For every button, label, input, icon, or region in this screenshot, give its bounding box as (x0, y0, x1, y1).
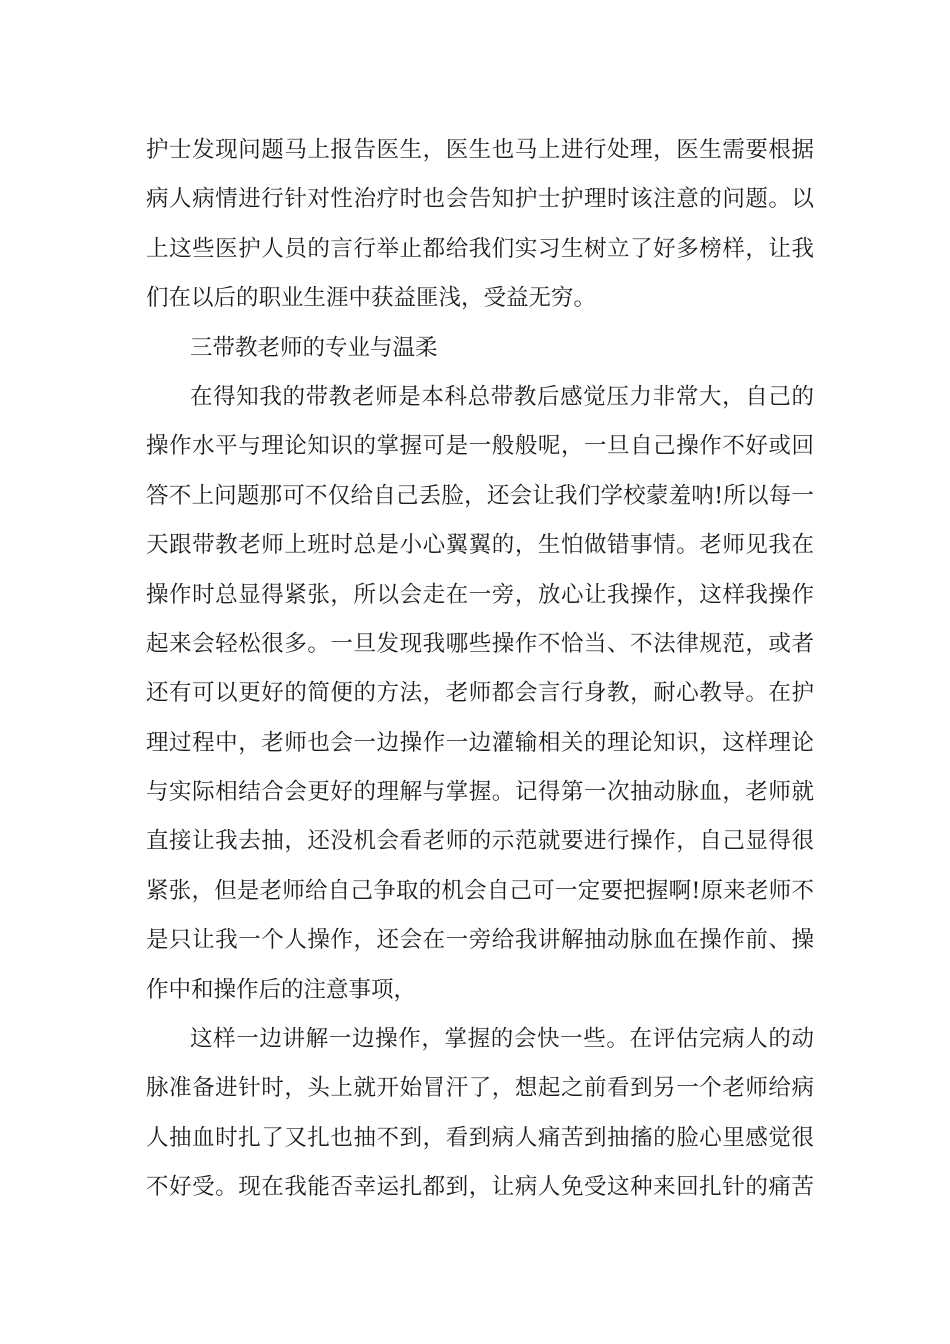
text-line: 作中和操作后的注意事项， (146, 976, 417, 1003)
text-line: 理过程中，老师也会一边操作一边灌输相关的理论知识，这样理论 (146, 729, 814, 756)
text-line: 病人病情进行针对性治疗时也会告知护士护理时该注意的问题。以 (146, 186, 814, 213)
text-line: 还有可以更好的简便的方法，老师都会言行身教，耐心教导。在护 (146, 680, 814, 707)
text-line: 操作水平与理论知识的掌握可是一般般呢，一旦自己操作不好或回 (146, 433, 814, 460)
text-line: 上这些医护人员的言行举止都给我们实习生树立了好多榜样，让我 (146, 235, 814, 262)
text-line: 紧张，但是老师给自己争取的机会自己可一定要把握啊!原来老师不 (146, 877, 814, 904)
text-line: 直接让我去抽，还没机会看老师的示范就要进行操作，自己显得很 (146, 828, 814, 855)
section-heading: 三带教老师的专业与温柔 (190, 334, 438, 361)
text-line: 不好受。现在我能否幸运扎都到，让病人免受这种来回扎针的痛苦 (146, 1174, 814, 1201)
text-line: 操作时总显得紧张，所以会走在一旁，放心让我操作，这样我操作 (146, 581, 814, 608)
text-line: 在得知我的带教老师是本科总带教后感觉压力非常大，自己的 (190, 383, 814, 410)
text-line: 人抽血时扎了又扎也抽不到，看到病人痛苦到抽搐的脸心里感觉很 (146, 1124, 814, 1151)
text-line: 脉准备进针时，头上就开始冒汗了，想起之前看到另一个老师给病 (146, 1075, 814, 1102)
text-line: 答不上问题那可不仅给自己丢脸，还会让我们学校蒙羞呐!所以每一 (146, 482, 814, 509)
body-text (146, 126, 814, 1213)
text-line: 这样一边讲解一边操作，掌握的会快一些。在评估完病人的动 (190, 1026, 814, 1053)
text-line: 们在以后的职业生涯中获益匪浅，受益无穷。 (146, 285, 597, 312)
text-line: 天跟带教老师上班时总是小心翼翼的，生怕做错事情。老师见我在 (146, 532, 814, 559)
text-line: 起来会轻松很多。一旦发现我哪些操作不恰当、不法律规范，或者 (146, 630, 814, 657)
text-line: 护士发现问题马上报告医生，医生也马上进行处理，医生需要根据 (146, 137, 814, 163)
text-line: 是只让我一个人操作，还会在一旁给我讲解抽动脉血在操作前、操 (146, 927, 814, 954)
text-line: 与实际相结合会更好的理解与掌握。记得第一次抽动脉血，老师就 (146, 779, 814, 806)
